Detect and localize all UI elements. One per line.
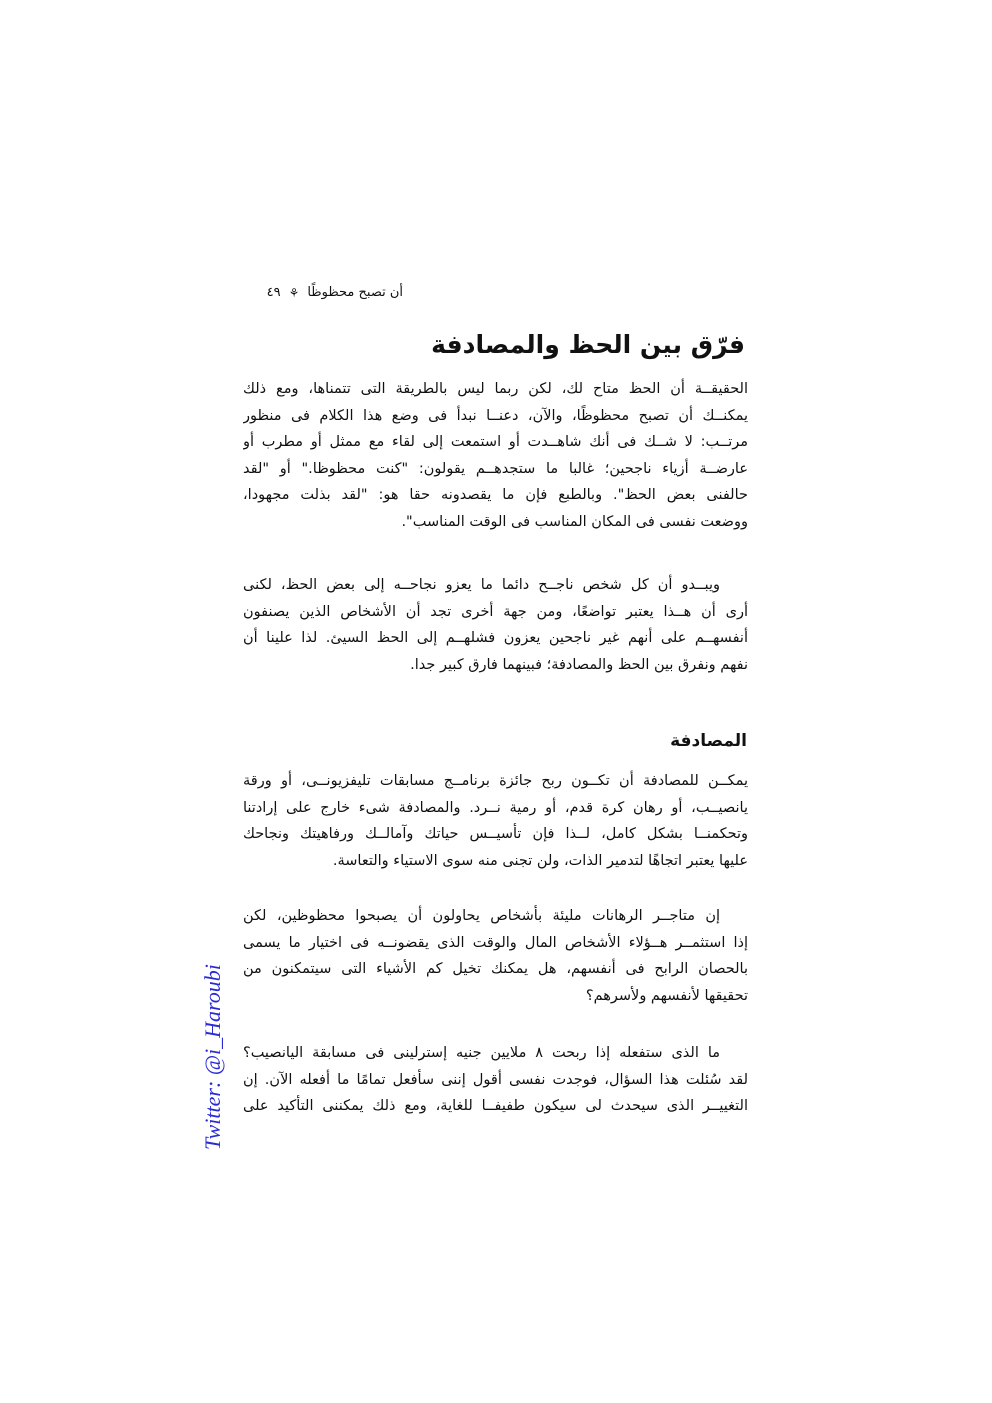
section-paragraph-3 [243,1040,748,1120]
section-title: المصادفة [670,731,747,751]
text-line: يمكــن للمصادفة أن تكــون ربح جائزة برنامــج مسابقات تليفزيونــى، أو ورقة [243,773,748,789]
text-line: أرى أن هــذا يعتبر تواضعًا، ومن جهة أخرى تجد أن الأشخاص الذين يصنفون [243,603,748,620]
text-line: إذا استثمــر هــؤلاء الأشخاص المال والوقت الذى يقضونــه فى اختيار ما يسمى [243,934,748,951]
text-line: ويبــدو أن كل شخص ناجــح دائما ما يعزو نجاحــه إلى بعض الحظ، لكنى [243,577,720,593]
text-line: حالفنى بعض الحظ". وبالطبع فإن ما يقصدونه حقا هو: "لقد بذلت مجهودا، [243,487,748,503]
text-line: وتحكمنــا بشكل كامل، لــذا فإن تأسيــس حياتك وآمالــك ورفاهيتك ونجاحك [243,826,748,842]
text-line: الحقيقــة أن الحظ متاح لك، لكن ربما ليس بالطريقة التى تتمناها، ومع ذلك [243,381,748,397]
text-line: يمكنــك أن تصبح محظوظًا، والآن، دعنــا نبدأ فى وضع هذا الكلام فى منظور [243,407,748,424]
text-line: تحقيقها لأنفسهم ولأسرهم؟ [585,987,748,1004]
text-line: إن متاجــر الرهانات مليئة بأشخاص يحاولون أن يصبحوا محظوظين، لكن [243,908,720,924]
paragraph-1 [243,376,748,535]
text-line: نفهم ونفرق بين الحظ والمصادفة؛ فبينهما فارق كبير جدا. [410,656,748,673]
text-line: عليها يعتبر اتجاهًا لتدمير الذات، ولن تجنى منه سوى الاستياء والتعاسة. [332,852,748,869]
text-line: التغييــر الذى سيحدث لى سيكون طفيفــا للغاية، ومع ذلك يمكننى التأكيد على [243,1098,748,1114]
flower-ornament-icon: ⚘ [288,286,300,300]
text-line: مرتــب: لا شــك فى أنك شاهــدت أو استمعت إلى لقاء مع ممثل أو مطرب أو [243,434,748,450]
chapter-title: فرّق بين الحظ والمصادفة [431,330,745,359]
section-paragraph-2 [243,903,748,1009]
running-head-title: أن تصبح محظوظًا [307,285,403,300]
page-number: ٤٩ [266,285,281,300]
text-line: أنفسهــم على أنهم غير ناجحين يعزون فشلهــم إلى الحظ السيئ. لذا علينا أن [243,630,748,646]
section-paragraph-1 [243,768,748,874]
text-line: ما الذى ستفعله إذا ربحت ٨ ملايين جنيه إسترلينى فى مسابقة اليانصيب؟ [243,1045,721,1061]
text-line: لقد سُئلت هذا السؤال، فوجدت نفسى أقول إننى سأفعل تمامًا ما أفعله الآن. إن [243,1071,748,1088]
text-line: يانصيــب، أو رهان كرة قدم، أو رمية نــرد. والمصادفة شىء خارج على إرادتنا [243,799,748,816]
text-line: عارضــة أزياء ناجحين؛ غالبا ما ستجدهــم يقولون: "كنت محظوظا." أو "لقد [243,460,748,477]
text-line: بالحصان الرابح فى أنفسهم، هل يمكنك تخيل كم الأشياء التى سيتمكنون من [243,961,748,977]
running-head [243,284,403,302]
text-line: ووضعت نفسى فى المكان المناسب فى الوقت المناسب". [401,513,748,530]
paragraph-2 [243,572,748,678]
twitter-watermark: Twitter: @i_Haroubi [200,964,225,1150]
